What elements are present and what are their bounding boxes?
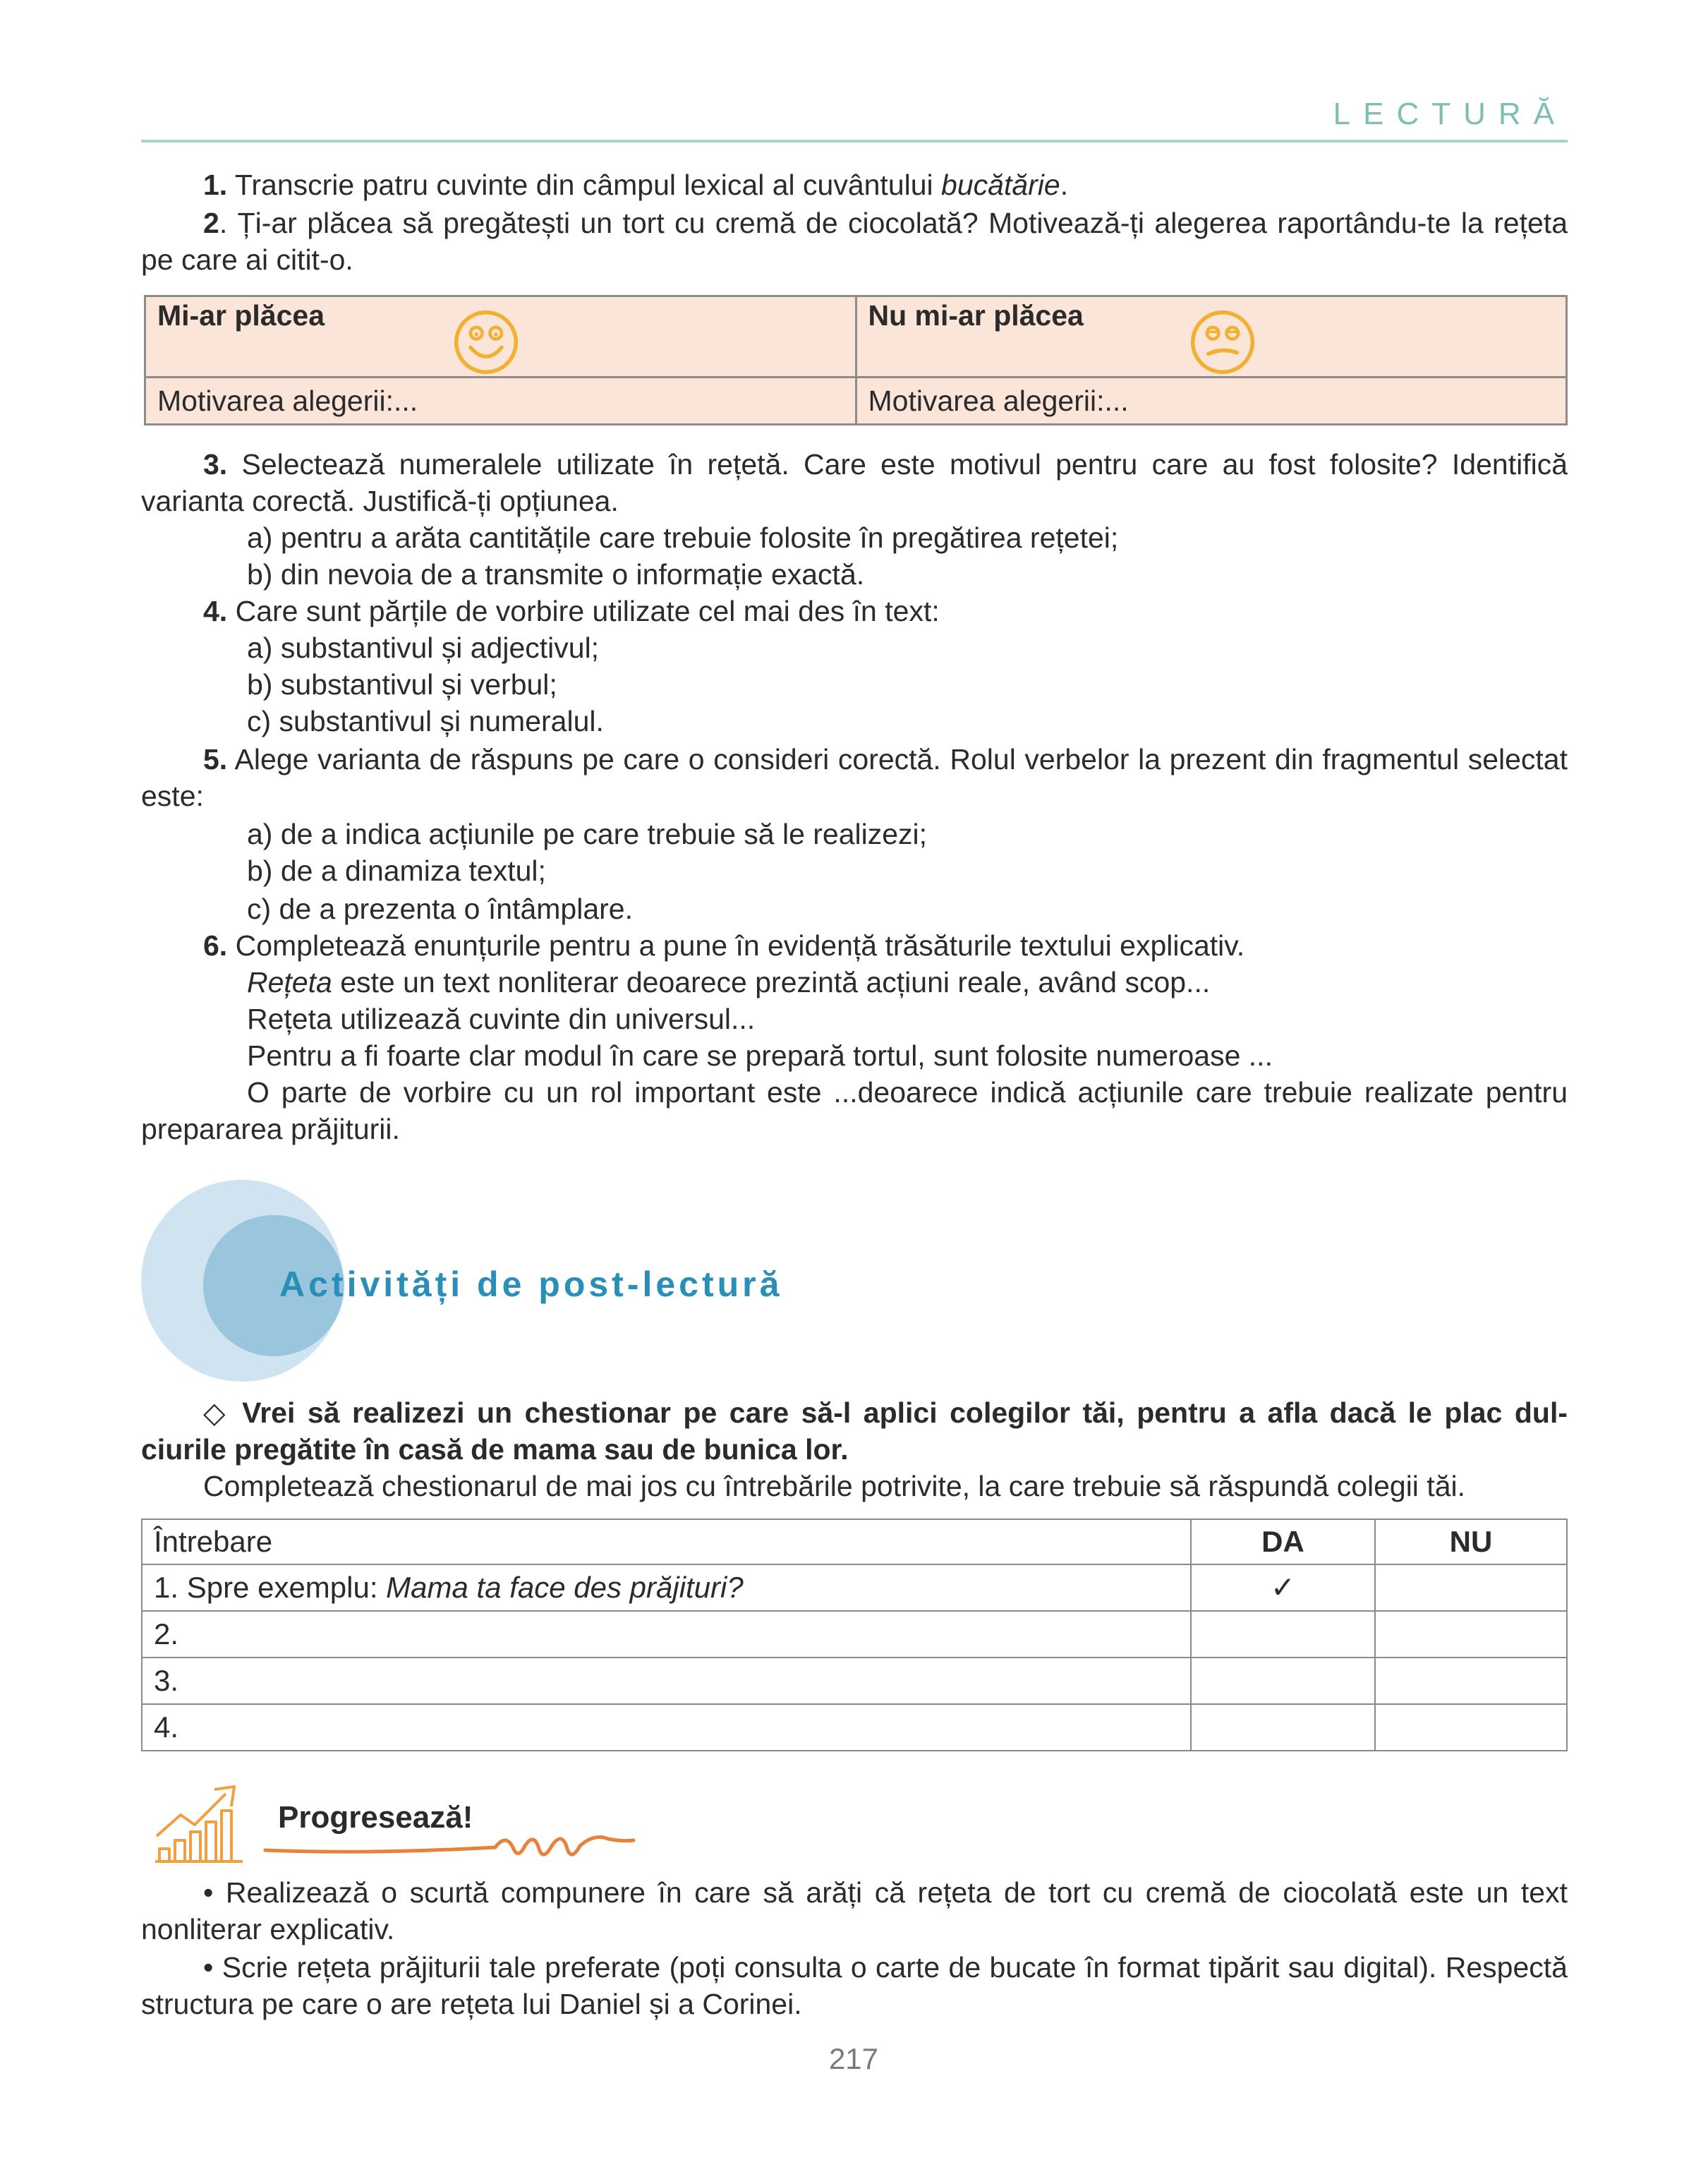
header-question: Întrebare	[142, 1519, 1191, 1564]
survey-instruction: Completează chestionarul de mai jos cu întrebările potrivite, la care trebuie să răspundă colegii tăi.	[203, 1470, 1466, 1502]
question-cell: 3.	[142, 1658, 1191, 1704]
answer-cell	[1375, 1704, 1567, 1751]
section-title: Activități de post-lectură	[279, 1264, 783, 1304]
checkmark-icon: ✓	[1191, 1564, 1375, 1611]
skeptical-face-icon	[1190, 310, 1255, 375]
progress-title: Progresează!	[278, 1800, 473, 1835]
question-cell: 2.	[142, 1611, 1191, 1658]
q6-sentence-3: Pentru a fi foarte clar modul în care se prepară tortul, sunt folosite numeroase ...	[247, 1039, 1273, 1072]
answer-cell	[1191, 1704, 1375, 1751]
question-2: 2. Ți-ar plăcea să pregătești un tort cu cremă de ciocolată? Motivează-ți alegerea raportându-te la rețeta pe care ai citit-o.	[141, 207, 1568, 276]
progress-task-1: • Realizează o scurtă compunere în care să arăți că rețeta de tort cu cremă de ciocolată este un text nonliterar explicativ.	[141, 1876, 1568, 1945]
motivation-right: Motivarea alegerii:...	[856, 378, 1567, 425]
q4-option-b: b) substantivul și verbul;	[247, 668, 557, 701]
question-5: 5. Alege varianta de răspuns pe care o consideri corectă. Rolul verbelor la prezent din fragmentul selectat este:	[141, 743, 1568, 812]
question-4: 4. Care sunt părțile de vorbire utilizate cel mai des în text:	[203, 595, 940, 627]
header-nu: NU	[1375, 1519, 1567, 1564]
question-number: 2	[203, 207, 219, 239]
motivation-left: Motivarea alegerii:...	[145, 378, 856, 425]
q6-sentence-4: O parte de vorbire cu un rol important este ...deoarece indică acțiunile care trebuie realizate pentru prepararea prăjiturii.	[141, 1076, 1568, 1145]
survey-prompt: ◇ Vrei să realizezi un chestionar pe care să-l aplici colegilor tăi, pentru a afla dacă le plac dul-ciurile pregătite în casă de mama sau de bunica lor.	[141, 1396, 1568, 1466]
q4-option-a: a) substantivul și adjectivul;	[247, 632, 600, 664]
q5-option-c: c) de a prezenta o întâmplare.	[247, 893, 633, 925]
answer-cell	[1375, 1611, 1567, 1658]
dislike-cell	[856, 296, 1567, 378]
answer-cell	[1375, 1658, 1567, 1704]
table-row	[142, 1658, 1567, 1704]
question-6: 6. Completează enunțurile pentru a pune în evidență trăsăturile textului explicativ.	[203, 929, 1245, 962]
page-number: 217	[828, 2042, 879, 2075]
table-row	[142, 1564, 1567, 1611]
q4-option-c: c) substantivul și numeralul.	[247, 705, 604, 737]
header-title: LECTURĂ	[1333, 97, 1567, 131]
question-1: 1. Transcrie patru cuvinte din câmpul lexical al cuvântului bucătărie.	[203, 169, 1069, 201]
q3-option-b: b) din nevoia de a transmite o informație exactă.	[247, 558, 865, 591]
q6-sentence-2: Rețeta utilizează cuvinte din universul...	[247, 1003, 756, 1035]
table-row	[142, 1611, 1567, 1658]
q3-option-a: a) pentru a arăta cantitățile care trebuie folosite în pregătirea rețetei;	[247, 521, 1119, 554]
question-number: 5.	[203, 743, 228, 775]
diamond-bullet-icon: ◇	[203, 1396, 230, 1429]
question-number: 6.	[203, 929, 228, 962]
header-da: DA	[1191, 1519, 1375, 1564]
question-cell: 4.	[142, 1704, 1191, 1751]
question-cell: 1. Spre exemplu: Mama ta face des prăjituri?	[142, 1564, 1191, 1611]
table-row	[142, 1704, 1567, 1751]
q6-sentence-1: Rețeta este un text nonliterar deoarece prezintă acțiuni reale, având scop...	[247, 966, 1211, 998]
header-divider	[141, 140, 1568, 143]
progress-task-2: • Scrie rețeta prăjiturii tale preferate (poți consulta o carte de bucate în format tipărit sau digital). Respectă structura pe care o are rețeta lui Daniel și a Corinei.	[141, 1951, 1568, 2020]
q5-option-a: a) de a indica acțiunile pe care trebuie să le realizezi;	[247, 818, 928, 850]
dislike-label: Nu mi-ar plăcea	[868, 299, 1084, 332]
choice-table	[144, 295, 1568, 425]
answer-cell	[1375, 1564, 1567, 1611]
answer-cell	[1191, 1611, 1375, 1658]
survey-table	[141, 1519, 1568, 1751]
q5-option-b: b) de a dinamiza textul;	[247, 855, 546, 887]
growth-chart-icon	[150, 1778, 248, 1870]
happy-face-icon	[454, 310, 519, 375]
answer-cell	[1191, 1658, 1375, 1704]
question-number: 1.	[203, 169, 228, 201]
like-cell	[145, 296, 856, 378]
scribble-underline-icon	[262, 1826, 636, 1869]
table-header-row	[142, 1519, 1567, 1564]
question-number: 3.	[203, 448, 228, 481]
question-3: 3. Selectează numeralele utilizate în rețetă. Care este motivul pentru care au fost folosite? Identifică varianta corectă. Justifică-ți opțiunea.	[141, 448, 1568, 517]
like-label: Mi-ar plăcea	[157, 299, 325, 332]
question-number: 4.	[203, 595, 228, 627]
